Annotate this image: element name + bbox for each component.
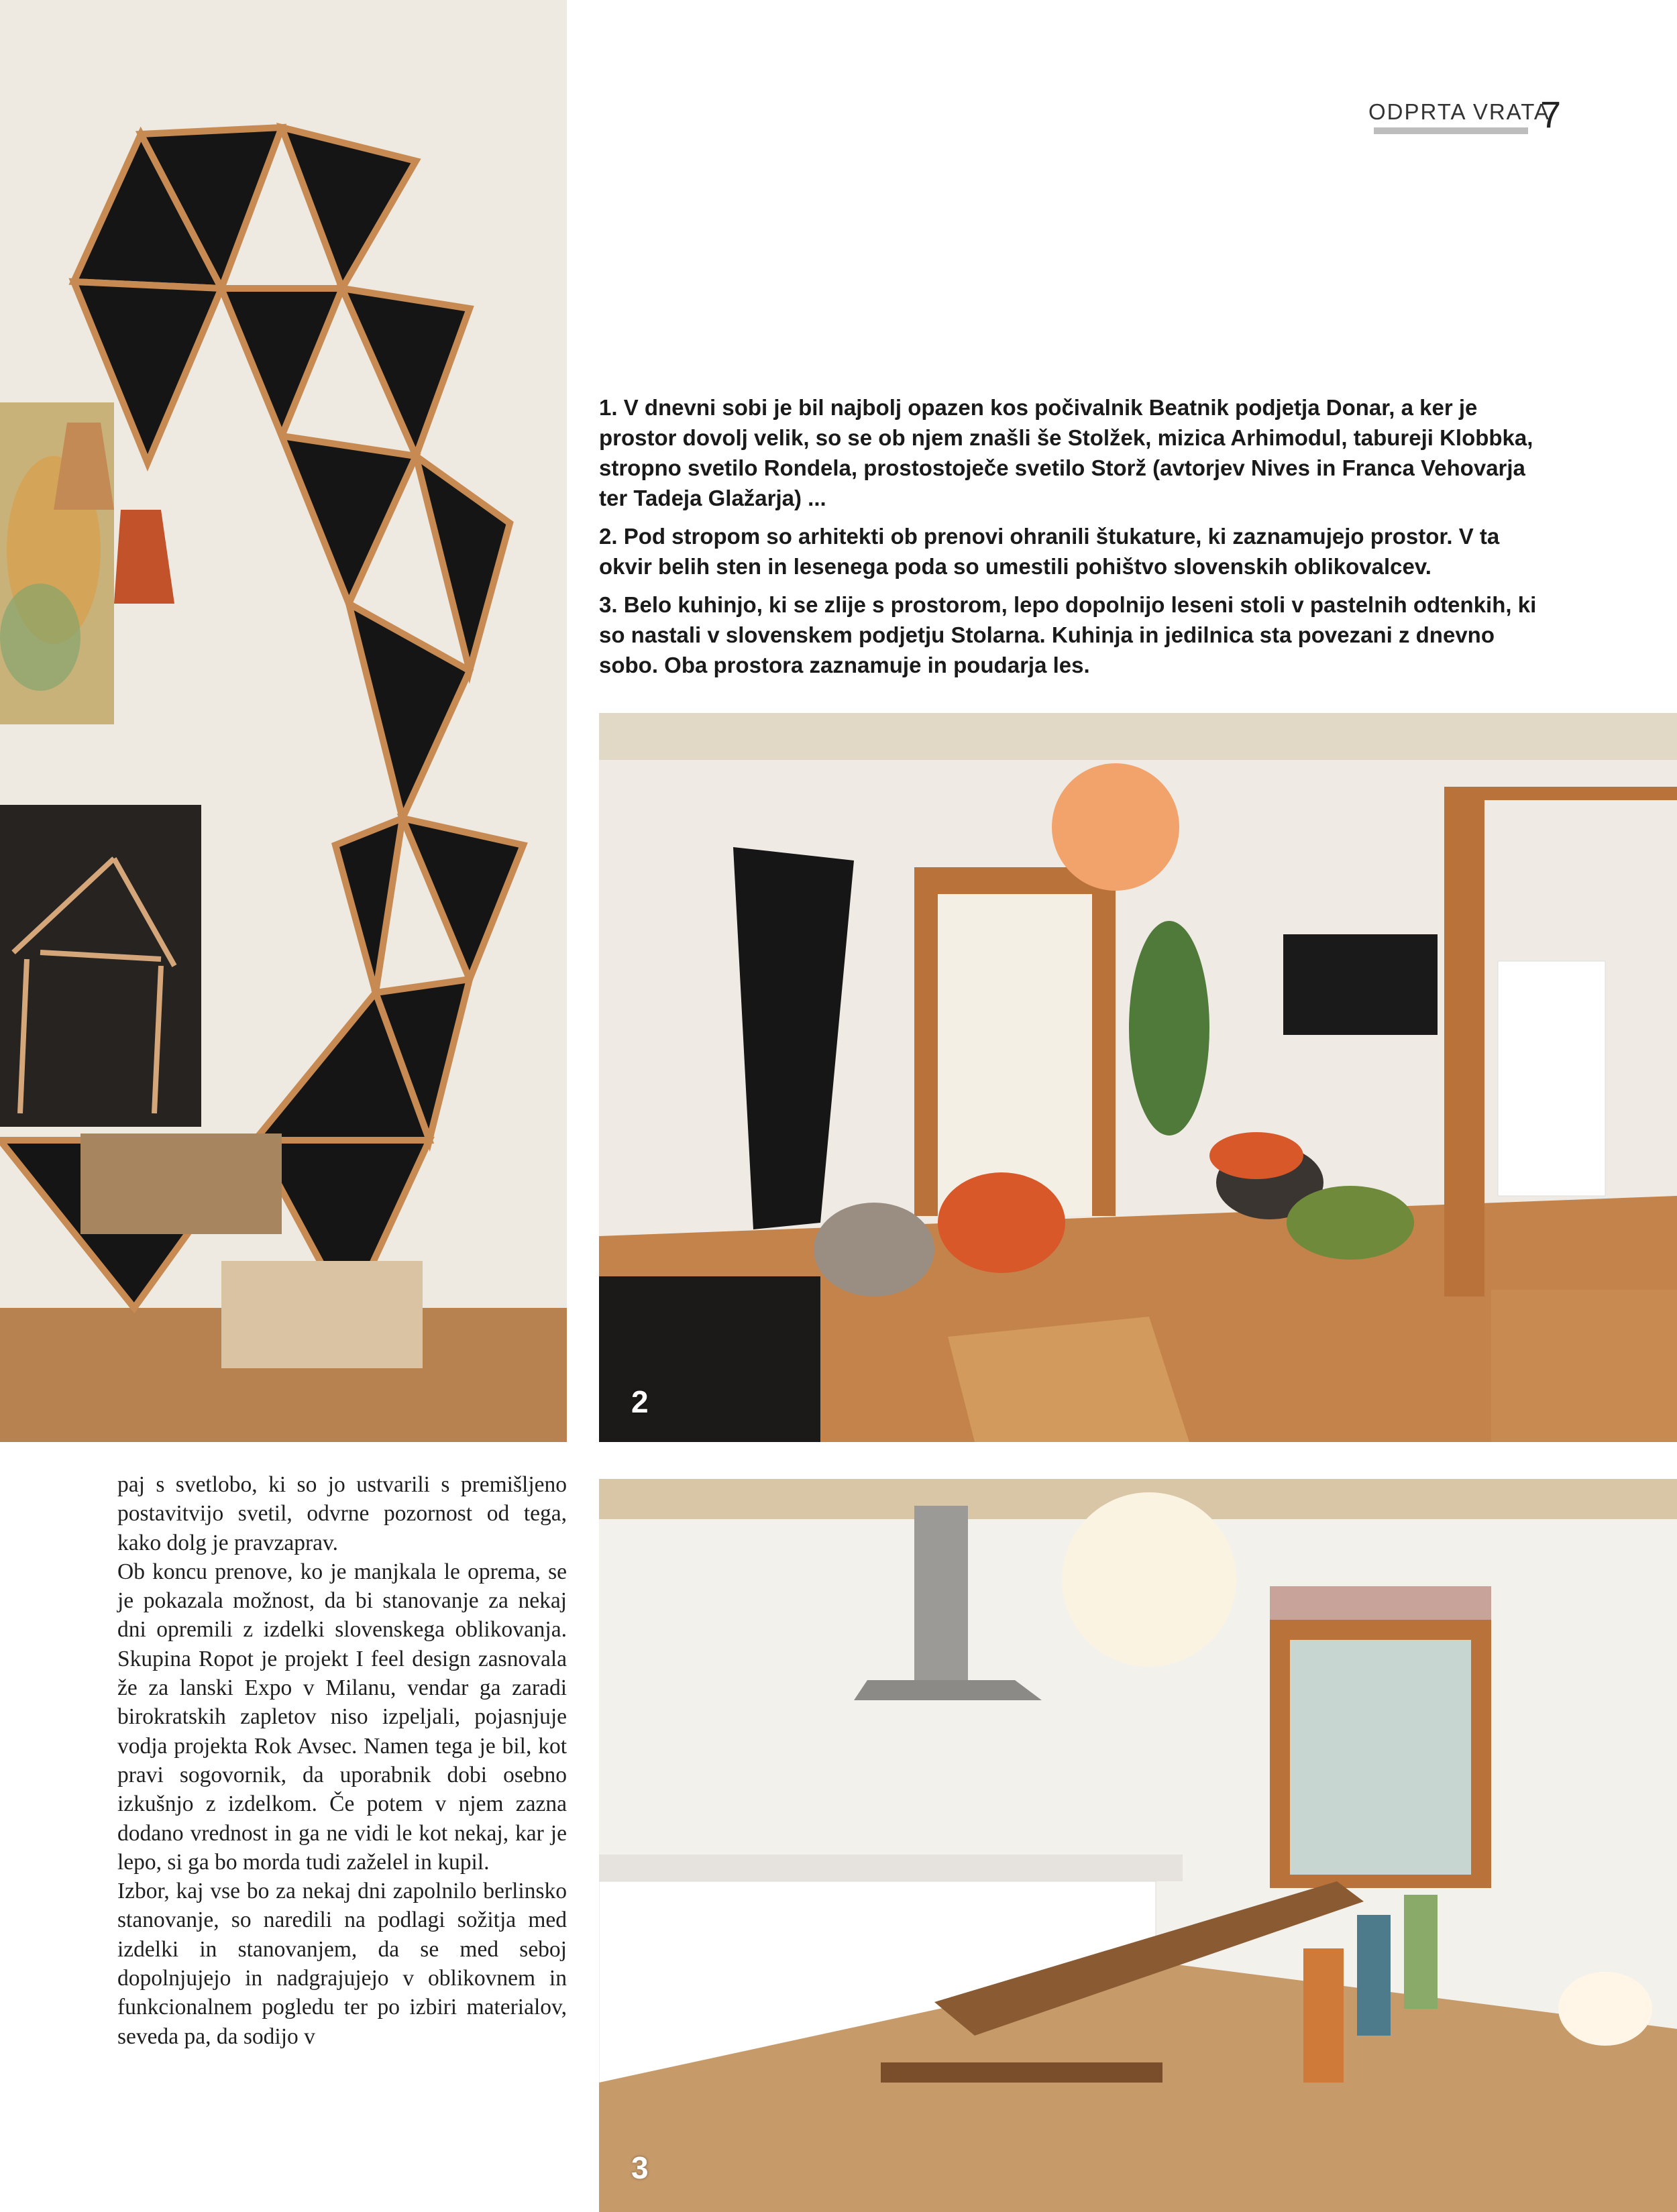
running-head: ODPRTA VRATA bbox=[1368, 99, 1550, 124]
kitchen-illustration bbox=[599, 1479, 1677, 2212]
caption-1: 1. V dnevni sobi je bil najbolj opazen kos počivalnik Beatnik podjetja Donar, a ker je prostor dovolj velik, so se ob njem znašli še Stolžek, mizica Arhimodul, tabureji Klobbka, stropno svetilo Rondela, prostostoječe svetilo Storž (avtorjev Nives in Franca Vehovarja ter Tadeja Glažarja) ... bbox=[599, 395, 1533, 510]
article-body-text bbox=[117, 1470, 567, 2051]
shelving-illustration bbox=[0, 0, 567, 1442]
body-paragraph-3: Izbor, kaj vse bo za nekaj dni zapolnilo berlinsko stanovanje, so naredili na podlagi sožitja med izdelki in stanovanjem, da se med seboj dopolnjujejo in nadgrajujejo v oblikovnem in funkcionalnem pogledu ter po izbiri materialov, seveda pa, da sodijo v bbox=[117, 1879, 567, 2049]
body-paragraph-1: paj s svetlobo, ki so jo ustvarili s premišljeno postavitvijo svetil, odvrne pozornost od tega, kako dolg je pravzaprav. bbox=[117, 1472, 567, 1555]
photo-shelving bbox=[0, 0, 567, 1442]
caption-2: 2. Pod stropom so arhitekti ob prenovi ohranili štukature, ki zaznamujejo prostor. V ta okvir belih sten in lesenega poda so umestili pohištvo slovenskih oblikovalcev. bbox=[599, 524, 1500, 579]
photo-captions bbox=[599, 392, 1552, 688]
page-number: 7 bbox=[1540, 93, 1562, 135]
caption-3: 3. Belo kuhinjo, ki se zlije s prostorom, lepo dopolnijo leseni stoli v pastelnih odtenkih, ki so nastali v slovenskem podjetju Stolarna. Kuhinja in jedilnica sta povezani z dnevno sobo. Oba prostora zaznamuje in poudarja les. bbox=[599, 592, 1537, 677]
body-paragraph-2: Ob koncu prenove, ko je manjkala le oprema, se je pokazala možnost, da bi stanovanje za nekaj dni opremili z izdelki slovenskega oblikovanja. Skupina Ropot je projekt I feel design zasnovala že za lanski Expo v Milanu, vendar ga zaradi birokratskih zapletov niso izpeljali, pojasnjuje vodja projekta Rok Avsec. Namen tega je bil, kot pravi sogovornik, da uporabnik dobi osebno izkušnjo z izdelkom. Če potem v njem zazna dodano vrednost in ga ne vidi le kot nekaj, kar je lepo, si ga bo morda tudi zaželel in kupil. bbox=[117, 1559, 567, 1875]
living-room-illustration bbox=[599, 713, 1677, 1442]
photo-2-number: 2 bbox=[631, 1384, 649, 1419]
photo-kitchen bbox=[599, 1479, 1677, 2212]
photo-3-number: 3 bbox=[631, 2150, 649, 2185]
photo-living-room bbox=[599, 713, 1677, 1442]
running-head-underline bbox=[1374, 127, 1528, 134]
